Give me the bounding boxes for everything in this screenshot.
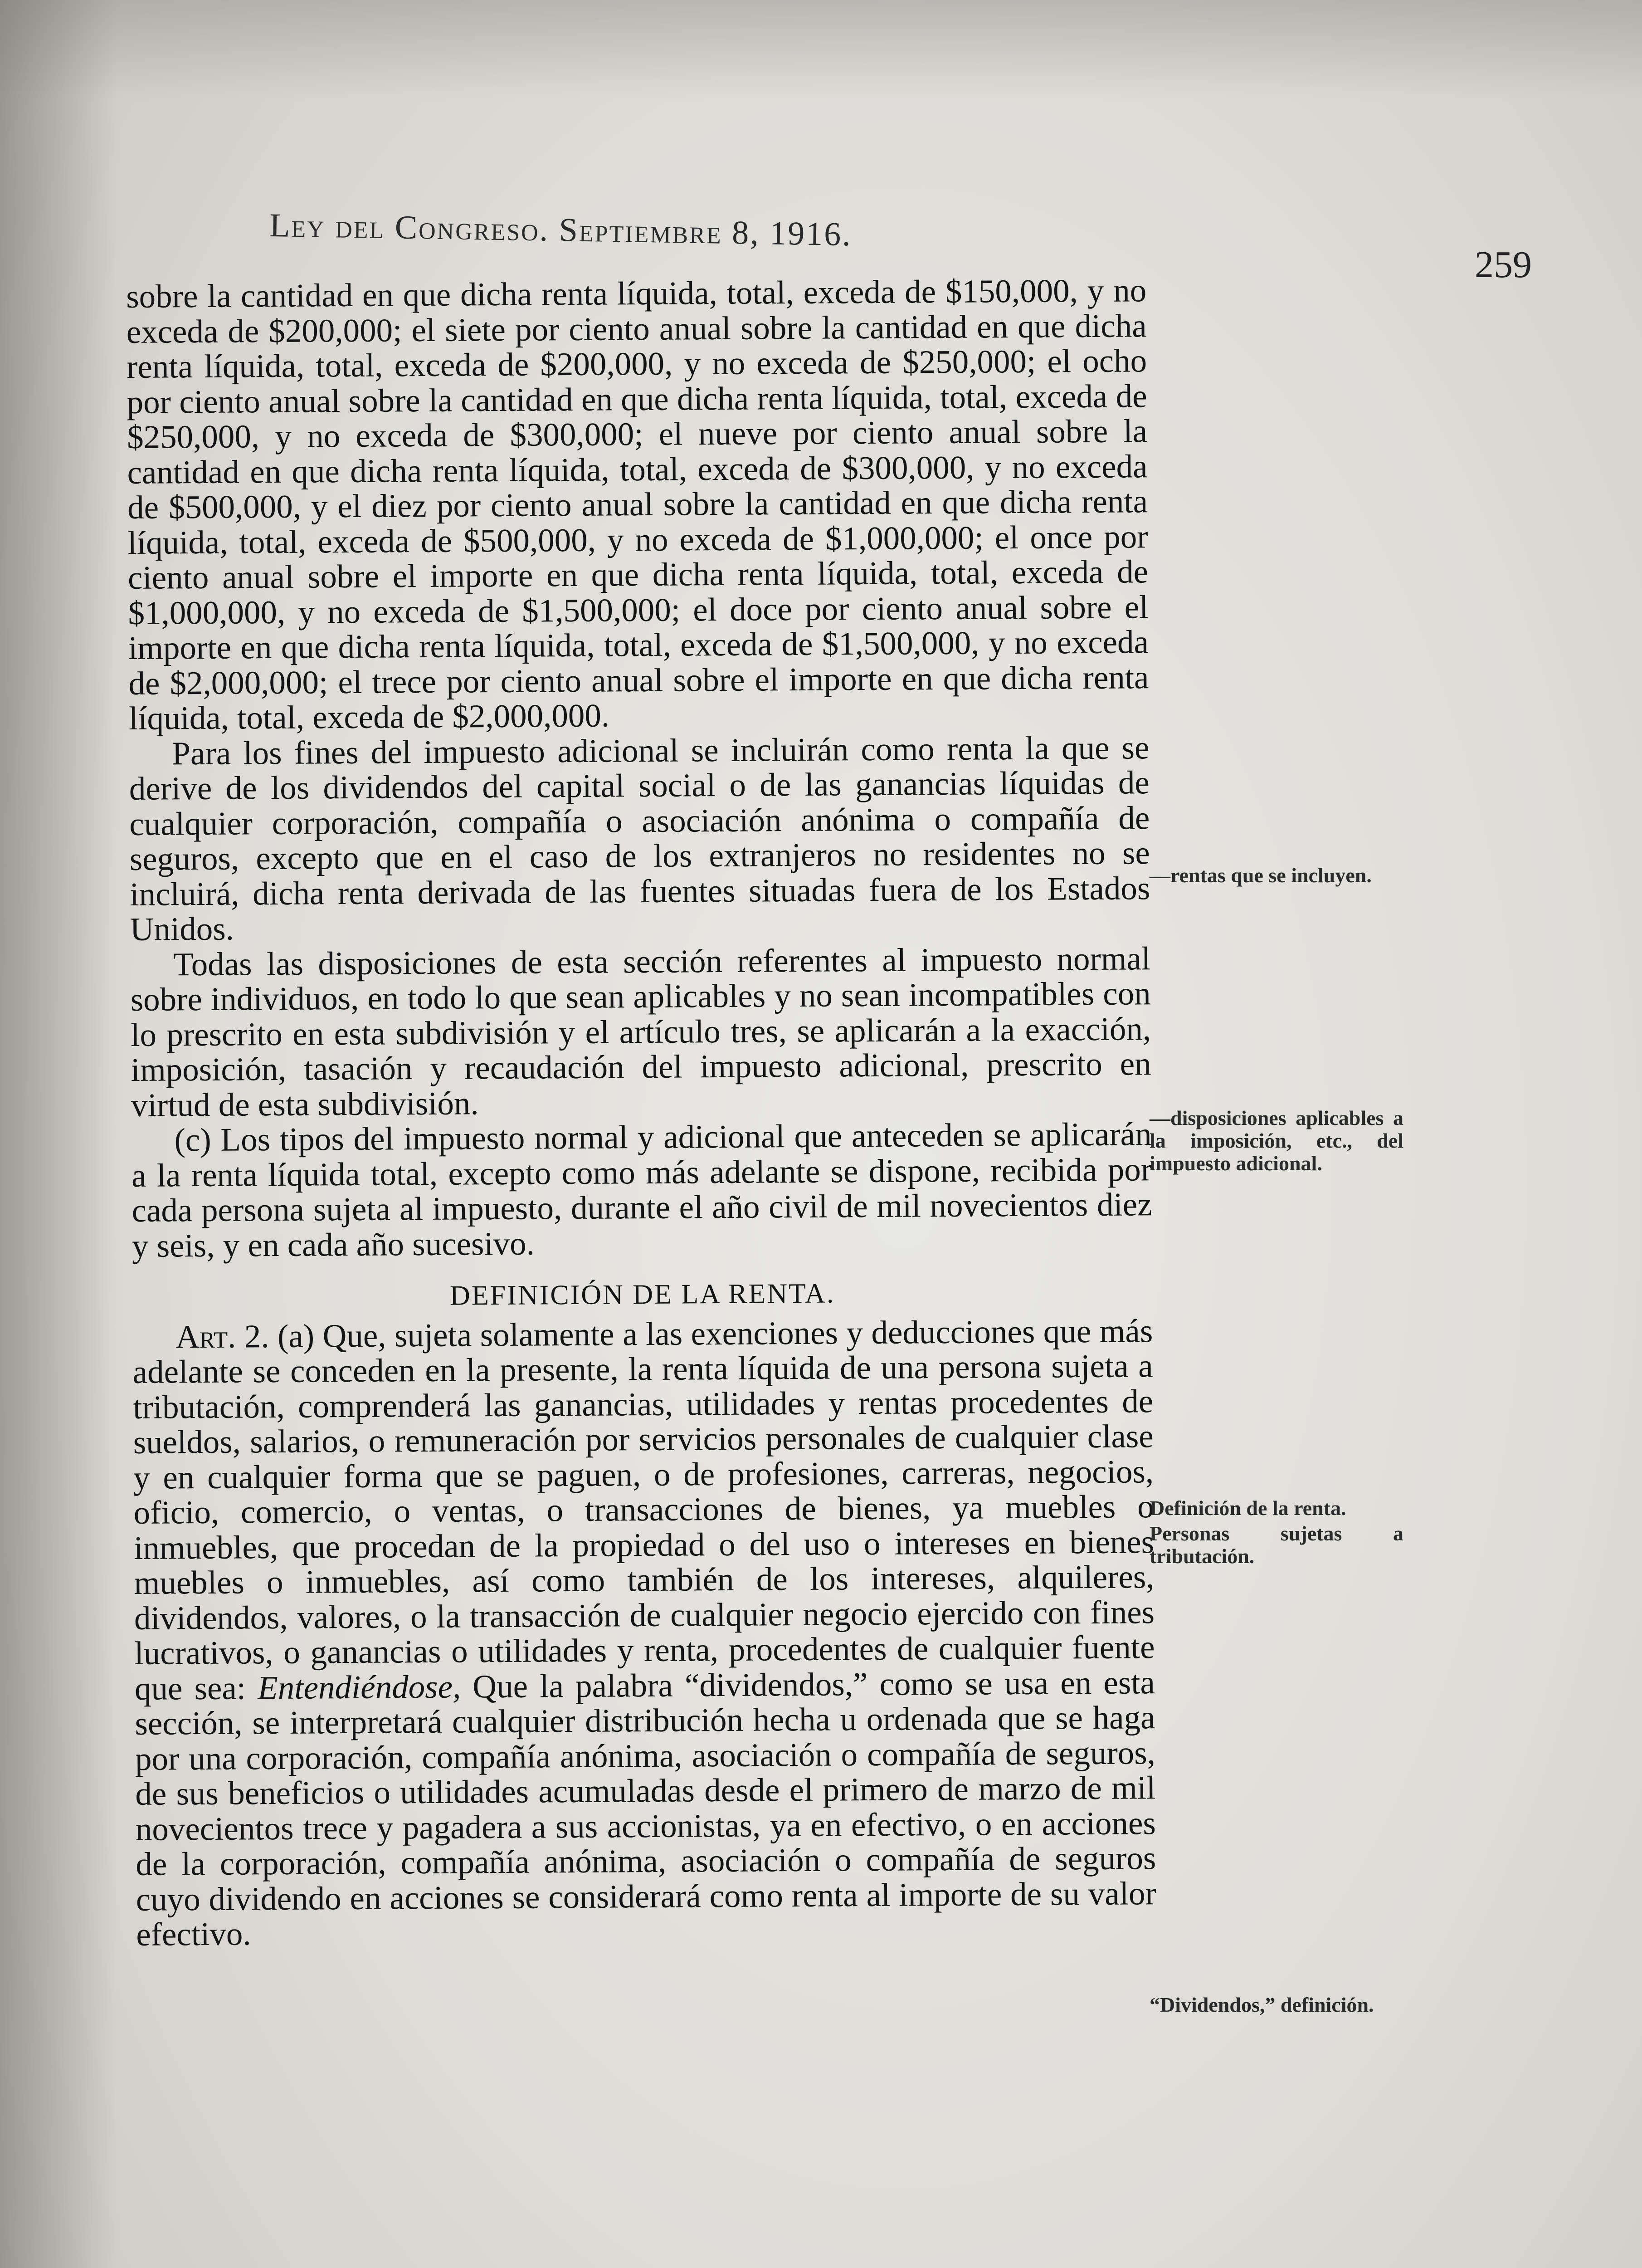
article-label: Art. 2.: [175, 1317, 269, 1355]
page-shadow: [0, 0, 118, 2268]
article-text-end: Que la palabra “dividendos,” como se usa en esta sección, se interpretará cualquier distribución hecha u ordenada que se haga por una corporación, compañía anónima, asociación o compañía de seguros, de sus beneficios o utilidades acumuladas desde el primero de marzo de mil novecientos trece y pagadera a sus accionistas, ya en efectivo, o en acciones de la corporación, compañía anónima, asociación o compañía de seguros cuyo dividendo en acciones se considerará como renta al importe de su valor efectivo.: [135, 1663, 1157, 1953]
article-italic: Entendiéndose,: [257, 1668, 461, 1706]
margin-note-personas: Personas sujetas a tributación.: [1150, 1522, 1403, 1568]
page-number: 259: [1475, 244, 1532, 286]
paragraph-applicable-provisions: Todas las disposiciones de esta sección referentes al impuesto normal sobre individuos, en todo lo que sean aplicables y no sean incompatibles con lo prescrito en esta subdivisión y el artículo tres, se aplicarán a la exacción, imposición, tasación y recaudación del impuesto adicional, prescrito en virtud de esta subdivisión.: [130, 939, 1151, 1124]
margin-note-disposiciones: —disposiciones aplicables a la imposición, etc., del impuesto adicional.: [1150, 1106, 1403, 1175]
main-text-column: [126, 273, 1156, 1952]
paragraph-rates: sobre la cantidad en que dicha renta líquida, total, exceda de $150,000, y no exceda de $200,000; el siete por ciento anual sobre la cantidad en que dicha renta líquida, total, exceda de $200,000, y no exceda de $250,000; el ocho por ciento anual sobre la cantidad en que dicha renta líquida, total, exceda de $250,000, y no exceda de $300,000; el nueve por ciento anual sobre la cantidad en que dicha renta líquida, total, exceda de $300,000, y no exceda de $500,000, y el diez por ciento anual sobre la cantidad en que dicha renta líquida, total, exceda de $500,000, y no exceda de $1,000,000; el once por ciento anual sobre el importe en que dicha renta líquida, total, exceda de $1,000,000, y no exceda de $1,500,000; el doce por ciento anual sobre el importe en que dicha renta líquida, total, exceda de $1,500,000, y no exceda de $2,000,000; el trece por ciento anual sobre el importe en que dicha renta líquida, total, exceda de $2,000,000.: [126, 272, 1149, 737]
margin-note-rentas: —rentas que se incluyen.: [1150, 864, 1372, 887]
paragraph-tax-rates-application: (c) Los tipos del impuesto normal y adicional que anteceden se aplicarán a la renta líquida total, excepto como más adelante se dispone, recibida por cada persona sujeta al impuesto, durante el año civil de mil novecientos diez y seis, y en cada año sucesivo.: [131, 1115, 1152, 1264]
paragraph-article-2: [132, 1313, 1156, 1952]
page-shadow-top: [0, 0, 1642, 100]
section-heading: DEFINICIÓN DE LA RENTA.: [449, 1278, 835, 1311]
margin-note-dividendos: “Dividendos,” definición.: [1150, 1993, 1374, 2016]
paragraph-included-income: Para los fines del impuesto adicional se incluirán como renta la que se derive de los dividendos del capital social o de las ganancias líquidas de cualquier corporación, compañía o asociación anónima o compañía de seguros, excepto que en el caso de los extranjeros no residentes no se incluirá, dicha renta derivada de las fuentes situadas fuera de los Estados Unidos.: [129, 728, 1150, 948]
margin-note-definicion-text: Definición de la renta.: [1150, 1496, 1346, 1520]
running-head: Ley del Congreso. Septiembre 8, 1916.: [269, 206, 853, 254]
margin-note-definicion: [1150, 1497, 1403, 1570]
article-text: (a) Que, sujeta solamente a las exenciones y deducciones que más adelante se conceden en la presente, la renta líquida de una persona sujeta a tributación, comprenderá las ganancias, utilidades y rentas procedentes de sueldos, salarios, o remuneración por servicios personales de cualquier clase y en cualquier forma que se paguen, o de profesiones, carreras, negocios, oficio, comercio, o ventas, o transacciones de bienes, ya muebles o inmuebles, que procedan de la propiedad o del uso o intereses en bienes muebles o inmuebles, así como también de los intereses, alquileres, dividendos, valores, o la transacción de cualquier negocio ejercido con fines lucrativos, o ganancias o utilidades y renta, procedentes de cualquier fuente que sea:: [132, 1312, 1155, 1707]
